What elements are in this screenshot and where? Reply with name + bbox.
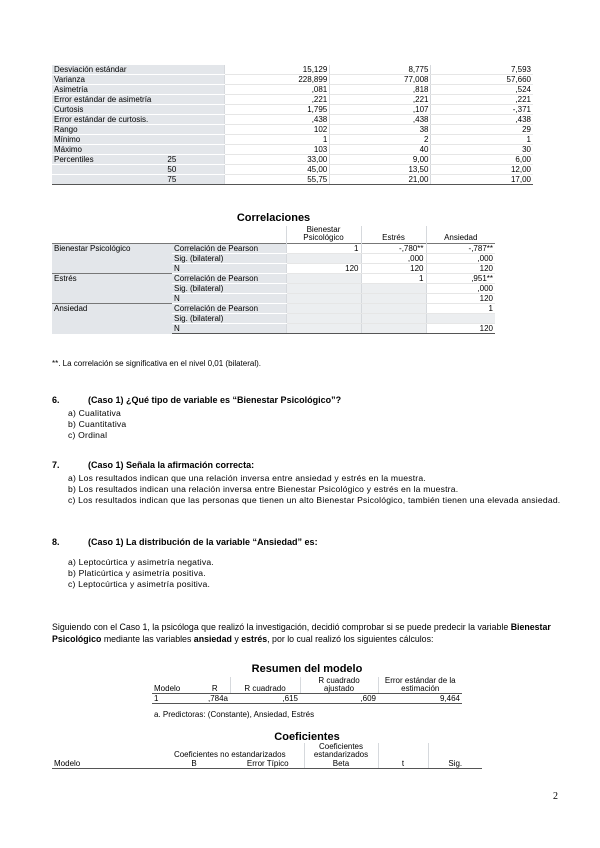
desc-value: ,438 [225,115,330,125]
desc-label: Varianza [52,75,153,85]
corr-value: ,000 [361,254,426,264]
desc-value: 1 [225,135,330,145]
corr-value: 120 [426,294,495,304]
header-bienestar: Bienestar Psicológico [286,226,361,244]
question-7-option: c) Los resultados indican que las personas que tienen un alto Bienestar Psicológico, también tienen una elevada ansiedad. [68,495,561,505]
desc-label: Mínimo [52,135,153,145]
model-summary-table [152,677,462,704]
desc-value: 12,00 [431,165,533,175]
corr-value [286,304,361,314]
desc-sublabel [153,135,224,145]
question-6-option: b) Cuantitativa [68,419,127,429]
corr-value: ,000 [426,254,495,264]
desc-value: 17,00 [431,175,533,185]
desc-row [52,175,533,185]
question-6-option: c) Ordinal [68,430,108,440]
coefficients-title: Coeficientes [274,731,340,743]
desc-row [52,85,533,95]
desc-value: 103 [225,145,330,155]
desc-sublabel: 75 [153,175,224,185]
desc-label: Error estándar de curtosis. [52,115,153,125]
desc-value: 13,50 [330,165,431,175]
corr-stat-label: Sig. (bilateral) [172,314,286,324]
desc-sublabel [153,75,224,85]
question-8-title: (Caso 1) La distribución de la variable “Ansiedad” es: [88,537,318,547]
desc-value: 29 [431,125,533,135]
corr-stat-label: Correlación de Pearson [172,274,286,284]
question-8-option: a) Leptocúrtica y asimetría negativa. [68,557,214,567]
corr-value: 120 [286,264,361,274]
desc-row [52,165,533,175]
question-6-title: (Caso 1) ¿Qué tipo de variable es “Bienestar Psicológico”? [88,395,342,405]
para-text-1: Siguiendo con el Caso 1, la psicóloga que realizó la investigación, decidió comprobar si se puede predecir la variable [52,622,511,632]
corr-row [52,274,495,284]
desc-value: 55,75 [225,175,330,185]
corr-row [52,244,495,254]
desc-value: 7,593 [431,65,533,75]
corr-stat-label: Correlación de Pearson [172,304,286,314]
desc-value: 2 [330,135,431,145]
desc-value: 40 [330,145,431,155]
corr-value: -,787** [426,244,495,254]
corr-var-label: Estrés [52,274,172,304]
corr-value [286,284,361,294]
corr-value [286,254,361,264]
desc-value: ,221 [431,95,533,105]
desc-value: 1,795 [225,105,330,115]
corr-stat-label: Correlación de Pearson [172,244,286,254]
corr-stat-label: N [172,264,286,274]
desc-value: 57,660 [431,75,533,85]
corr-value: ,000 [426,284,495,294]
corr-value [361,294,426,304]
desc-sublabel [153,145,224,155]
corr-var-label: Bienestar Psicológico [52,244,172,274]
desc-sublabel: 50 [153,165,224,175]
desc-value: ,524 [431,85,533,95]
desc-label: Asimetría [52,85,153,95]
question-7-number: 7. [52,460,60,470]
corr-row [52,304,495,314]
desc-sublabel: 25 [153,155,224,165]
desc-label: Curtosis [52,105,153,115]
desc-sublabel [153,115,224,125]
model-summary-title: Resumen del modelo [251,663,363,675]
desc-value: ,438 [330,115,431,125]
coef-header-sig: Sig. [428,759,482,769]
desc-value: 15,129 [225,65,330,75]
desc-value: ,081 [225,85,330,95]
question-8-option: c) Leptocúrtica y asimetría positiva. [68,579,211,589]
corr-var-label: Ansiedad [52,304,172,334]
model-summary-note: a. Predictoras: (Constante), Ansiedad, Estrés [154,710,315,719]
desc-row [52,115,533,125]
correlations-title: Correlaciones [236,212,311,224]
corr-value [361,284,426,294]
corr-value: -,780** [361,244,426,254]
corr-stat-label: N [172,294,286,304]
summary-r: ,784a [200,694,230,704]
summary-header-r2-adj: R cuadrado ajustado [300,677,378,694]
corr-value: 120 [426,264,495,274]
desc-value: ,221 [225,95,330,105]
coefficients-table [52,743,482,769]
question-8-option: b) Platicúrtica y asimetría positiva. [68,568,206,578]
desc-value: 38 [330,125,431,135]
case-paragraph [52,621,582,645]
desc-value: 9,00 [330,155,431,165]
question-7 [52,460,562,506]
corr-value [286,314,361,324]
header-estres: Estrés [361,226,426,244]
summary-r2: ,615 [230,694,300,704]
desc-value: 6,00 [431,155,533,165]
desc-value: 45,00 [225,165,330,175]
desc-row [52,145,533,155]
desc-value: 33,00 [225,155,330,165]
para-text-4: , por lo cual realizó los siguientes cálculos: [267,634,434,644]
desc-sublabel [153,125,224,135]
desc-label: Percentiles [52,155,153,165]
question-7-option: b) Los resultados indican una relación inversa entre Bienestar Psicológico y estrés en la muestra. [68,484,459,494]
corr-stat-label: Sig. (bilateral) [172,254,286,264]
corr-value [286,294,361,304]
summary-header-r2: R cuadrado [230,677,300,694]
desc-label [52,175,153,185]
desc-sublabel [153,95,224,105]
corr-stat-label: N [172,324,286,334]
summary-r2-adj: ,609 [300,694,378,704]
corr-value: 120 [361,264,426,274]
desc-value: ,818 [330,85,431,95]
corr-value: 1 [286,244,361,254]
correlations-footnote: **. La correlación se significativa en el nivel 0,01 (bilateral). [52,359,261,368]
desc-value: 1 [431,135,533,145]
desc-row [52,95,533,105]
corr-value [361,324,426,334]
summary-header-modelo: Modelo [152,677,200,694]
summary-header-r: R [200,677,230,694]
coef-group-std: Coeficientes estandarizados [304,743,378,759]
para-bold-estres: estrés [241,634,268,644]
question-7-option: a) Los resultados indican que una relación inversa entre ansiedad y estrés en la muestra. [68,473,426,483]
desc-label: Rango [52,125,153,135]
correlations-table [52,226,495,334]
summary-header-error: Error estándar de la estimación [378,677,462,694]
desc-value: 21,00 [330,175,431,185]
desc-value: ,438 [431,115,533,125]
desc-row [52,125,533,135]
page-number: 2 [553,791,558,802]
coef-header-t: t [378,759,428,769]
summary-error: 9,464 [378,694,462,704]
question-8 [52,537,318,590]
desc-value: 8,775 [330,65,431,75]
desc-row [52,155,533,165]
descriptive-stats-table [52,65,533,185]
desc-sublabel [153,105,224,115]
question-7-title: (Caso 1) Señala la afirmación correcta: [88,460,255,470]
desc-row [52,105,533,115]
summary-modelo: 1 [152,694,200,704]
desc-sublabel [153,65,224,75]
desc-value: ,107 [330,105,431,115]
desc-label [52,165,153,175]
desc-label: Máximo [52,145,153,155]
desc-value: 77,008 [330,75,431,85]
question-6-number: 6. [52,395,60,405]
desc-value: 102 [225,125,330,135]
header-ansiedad: Ansiedad [426,226,495,244]
corr-value [426,314,495,324]
coef-header-error: Error Típico [232,759,304,769]
coef-header-modelo: Modelo [52,759,156,769]
coef-header-beta: Beta [304,759,378,769]
desc-row [52,65,533,75]
coef-header-b: B [156,759,232,769]
desc-label: Desviación estándar [52,65,153,75]
desc-row [52,135,533,145]
para-bold-bienestar: Bienestar Psicológico [52,622,551,644]
desc-sublabel [153,85,224,95]
corr-value: ,951** [426,274,495,284]
corr-value: 120 [426,324,495,334]
corr-value [361,314,426,324]
question-6 [52,395,341,441]
question-8-number: 8. [52,537,60,547]
desc-value: ,221 [330,95,431,105]
desc-value: -,371 [431,105,533,115]
para-bold-ansiedad: ansiedad [193,634,232,644]
desc-label: Error estándar de asimetría [54,95,152,104]
corr-value: 1 [361,274,426,284]
desc-value: 228,899 [225,75,330,85]
para-text-2: mediante las variables [101,634,194,644]
corr-value [286,324,361,334]
corr-value [361,304,426,314]
coef-group-unstd: Coeficientes no estandarizados [173,750,286,759]
corr-stat-label: Sig. (bilateral) [172,284,286,294]
corr-value [286,274,361,284]
desc-row [52,75,533,85]
desc-value: 30 [431,145,533,155]
question-6-option: a) Cualitativa [68,408,121,418]
corr-value: 1 [426,304,495,314]
para-text-3: y [231,634,242,644]
